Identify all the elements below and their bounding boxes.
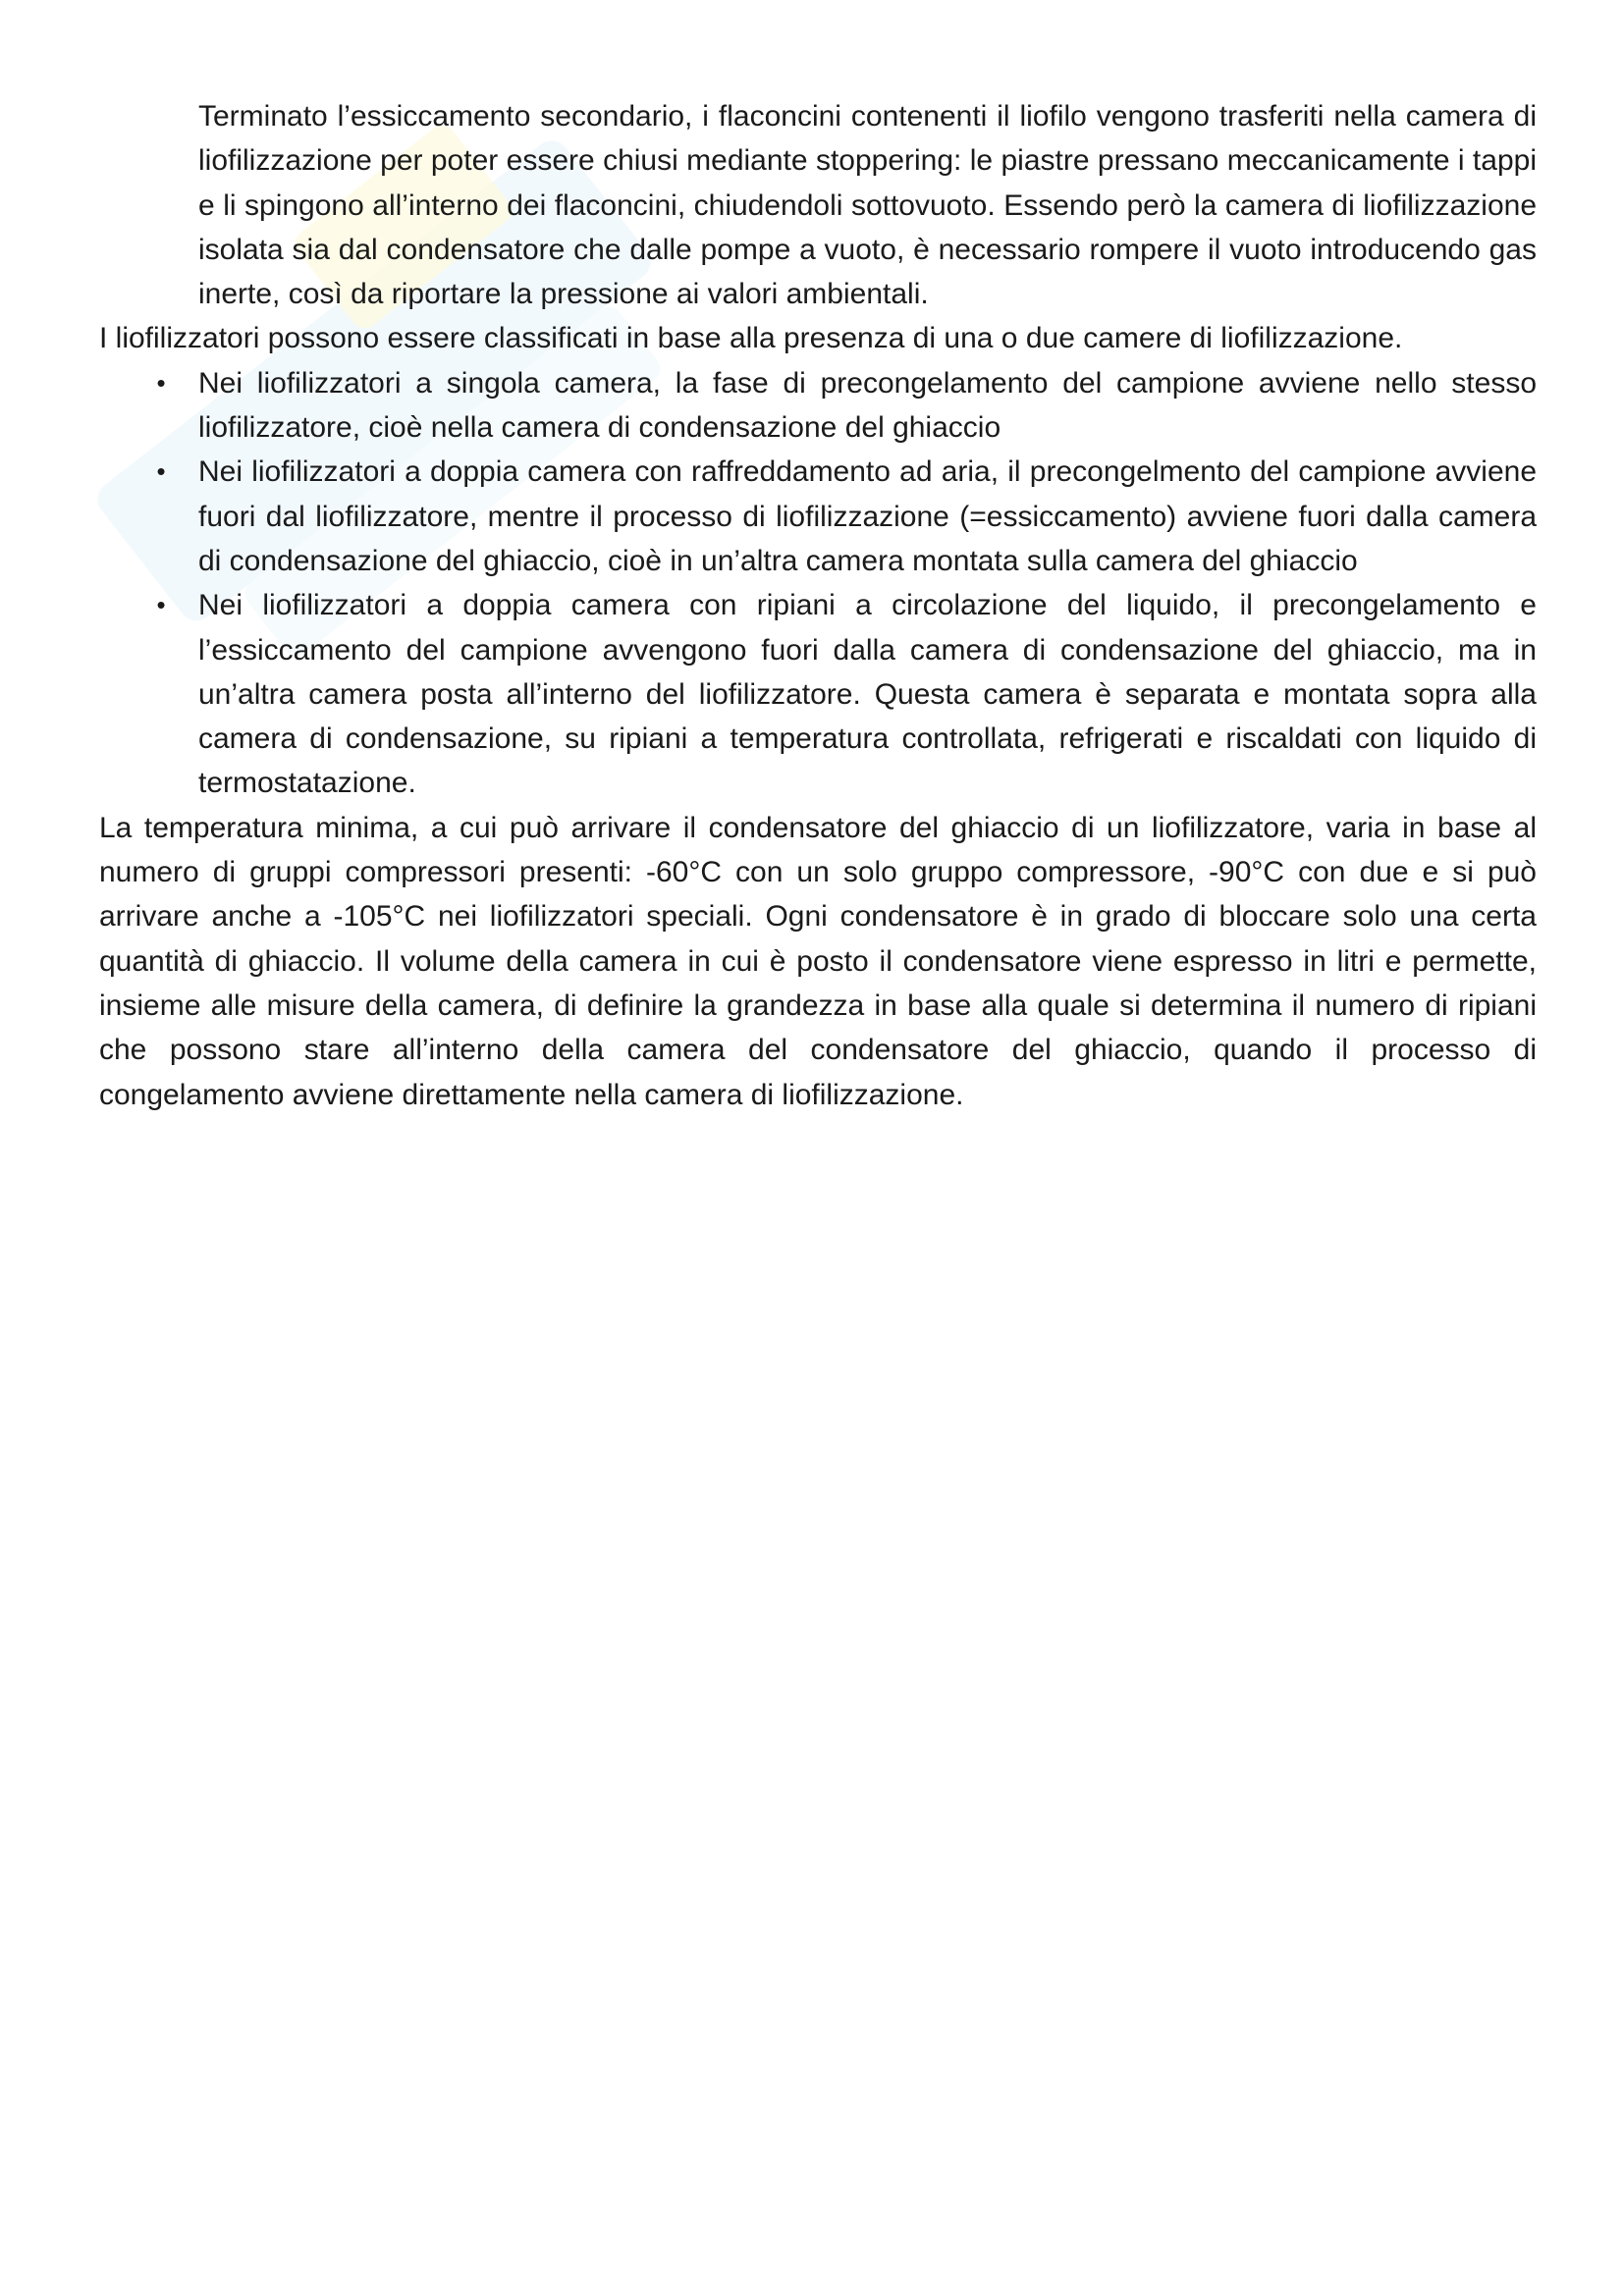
paragraph-classification-intro: I liofilizzatori possono essere classificati in base alla presenza di una o due camere di liofilizzazione.: [99, 322, 1403, 355]
bullet-icon: •: [156, 367, 166, 398]
bullet-text: Nei liofilizzatori a doppia camera con ripiani a circolazione del liquido, il precongelamento e l’essiccamento del campione avvengono fuori dalla camera di condensazione del ghiaccio, ma in un’altra camera posta all’interno del liofilizzatore. Questa camera è separata e montata sopra alla camera di condensazione, su ripiani a temperatura controllata, refrigerati e riscaldati con liquido di termostatazione.: [198, 589, 1537, 800]
bullet-icon: •: [156, 456, 166, 487]
bullet-text: Nei liofilizzatori a singola camera, la fase di precongelamento del campione avviene nello stesso liofilizzatore, cioè nella camera di condensazione del ghiaccio: [198, 366, 1537, 445]
bullet-list-freeze-dryer-types: [99, 361, 1537, 806]
document-body: [99, 94, 1537, 1117]
bullet-item-double-chamber-liquid: [99, 583, 1537, 805]
bullet-icon: •: [156, 590, 166, 620]
bullet-item-single-chamber: [99, 361, 1537, 451]
bullet-text: Nei liofilizzatori a doppia camera con raffreddamento ad aria, il precongelmento del campione avviene fuori dal liofilizzatore, mentre il processo di liofilizzazione (=essiccamento) avviene fuori dalla camera di condensazione del ghiaccio, cioè in un’altra camera montata sulla camera del ghiaccio: [198, 455, 1537, 577]
bullet-item-double-chamber-air: [99, 450, 1537, 583]
paragraph-temperature: La temperatura minima, a cui può arrivare il condensatore del ghiaccio di un liofilizzatore, varia in base al numero di gruppi compressori presenti: -60°C con un solo gruppo compressore, -90°C con due e si può arrivare anche a -105°C nei liofilizzatori speciali. Ogni condensatore è in grado di bloccare solo una certa quantità di ghiaccio. Il volume della camera in cui è posto il condensatore viene espresso in litri e permette, insieme alle misure della camera, di definire la grandezza in base alla quale si determina il numero di ripiani che possono stare all’interno della camera del condensatore del ghiaccio, quando il processo di congelamento avviene direttamente nella camera di liofilizzazione.: [99, 811, 1537, 1111]
paragraph-stoppering: Terminato l’essiccamento secondario, i flaconcini contenenti il liofilo vengono trasferiti nella camera di liofilizzazione per poter essere chiusi mediante stoppering: le piastre pressano meccanicamente i tappi e li spingono all’interno dei flaconcini, chiudendoli sottovuoto. Essendo però la camera di liofilizzazione isolata sia dal condensatore che dalle pompe a vuoto, è necessario rompere il vuoto introducendo gas inerte, così da riportare la pressione ai valori ambientali.: [198, 100, 1537, 311]
